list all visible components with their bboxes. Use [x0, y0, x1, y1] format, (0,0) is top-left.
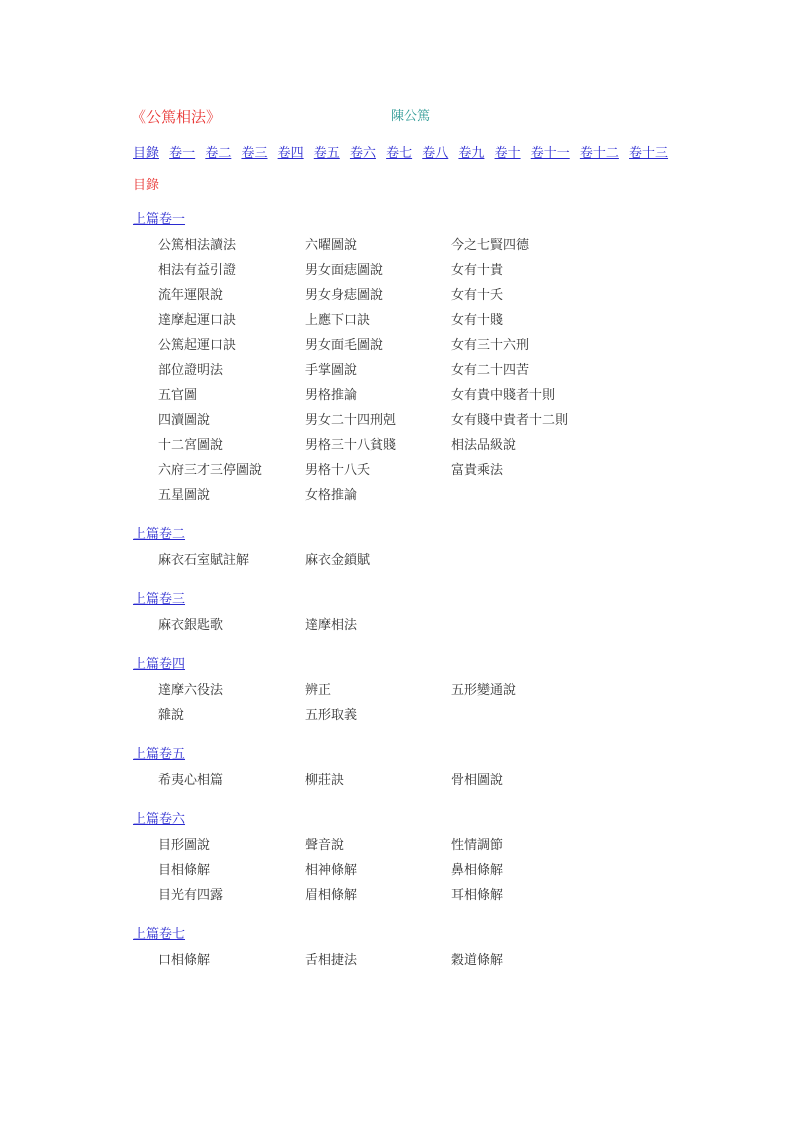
entry-item: 辨正: [305, 683, 332, 698]
entry-item: 流年運限說: [158, 288, 224, 303]
entry-item: 公篤相法讀法: [158, 238, 237, 253]
author-name: 陳公篤: [391, 109, 431, 124]
entry-row: [133, 433, 753, 458]
entry-item: 五形取義: [305, 708, 358, 723]
section-entries: [133, 768, 753, 793]
entry-item: 性情調節: [451, 838, 504, 853]
entry-item: 骨相圖說: [451, 773, 504, 788]
title-row: [133, 108, 753, 128]
entry-item: 目形圖說: [158, 838, 211, 853]
section-entries: [133, 678, 753, 728]
nav-link-vol-12[interactable]: 卷十二: [579, 146, 619, 161]
toc-section: [133, 812, 753, 908]
entry-item: 富貴乘法: [451, 463, 504, 478]
toc-heading: 目錄: [133, 178, 160, 193]
entry-item: 雜說: [158, 708, 185, 723]
entry-row: [133, 703, 753, 728]
section-entries: [133, 833, 753, 908]
entry-row: [133, 383, 753, 408]
entry-item: [451, 548, 597, 573]
entry-item: 手掌圖說: [305, 363, 358, 378]
toc-section: [133, 657, 753, 728]
section-entries: [133, 948, 753, 973]
entry-row: [133, 408, 753, 433]
entry-item: 女有三十六刑: [451, 338, 530, 353]
entry-item: 女有賤中貴者十二則: [451, 413, 569, 428]
entry-item: 麻衣金鎖賦: [305, 553, 371, 568]
entry-row: [133, 858, 753, 883]
entry-item: 目光有四露: [158, 888, 224, 903]
entry-item: 女格推論: [305, 488, 358, 503]
entry-item: 男女身痣圖說: [305, 288, 384, 303]
entry-row: [133, 258, 753, 283]
nav-link-vol-3[interactable]: 卷三: [241, 146, 268, 161]
entry-item: 男格推論: [305, 388, 358, 403]
nav-link-vol-4[interactable]: 卷四: [277, 146, 304, 161]
nav-link-vol-11[interactable]: 卷十一: [530, 146, 570, 161]
entry-item: 上應下口訣: [305, 313, 371, 328]
entry-item: 六府三才三停圖說: [158, 463, 263, 478]
entry-item: 五星圖說: [158, 488, 211, 503]
entry-item: 六曜圖說: [305, 238, 358, 253]
entry-item: 男女面痣圖說: [305, 263, 384, 278]
toc-section: [133, 747, 753, 793]
entry-row: [133, 458, 753, 483]
nav-link-vol-13[interactable]: 卷十三: [629, 146, 669, 161]
section-link-vol-4[interactable]: 上篇卷四: [133, 657, 186, 672]
entry-item: [451, 483, 597, 508]
nav-link-vol-6[interactable]: 卷六: [349, 146, 376, 161]
entry-item: 達摩起運口訣: [158, 313, 237, 328]
entry-row: [133, 358, 753, 383]
entry-item: 麻衣石室賦註解: [158, 553, 250, 568]
nav-link-vol-8[interactable]: 卷八: [422, 146, 449, 161]
entry-item: 希夷心相篇: [158, 773, 224, 788]
entry-item: 達摩相法: [305, 618, 358, 633]
toc-section: [133, 212, 753, 508]
entry-item: 相神條解: [305, 863, 358, 878]
entry-row: [133, 768, 753, 793]
entry-item: 麻衣銀匙歌: [158, 618, 224, 633]
nav-link-vol-5[interactable]: 卷五: [313, 146, 340, 161]
volume-nav: [133, 142, 753, 160]
toc-section: [133, 527, 753, 573]
nav-link-vol-9[interactable]: 卷九: [458, 146, 485, 161]
entry-item: 男格十八夭: [305, 463, 371, 478]
entry-item: 男女二十四刑剋: [305, 413, 397, 428]
entry-item: 五形變通說: [451, 683, 517, 698]
entry-item: 穀道條解: [451, 953, 504, 968]
nav-link-vol-2[interactable]: 卷二: [205, 146, 232, 161]
section-link-vol-6[interactable]: 上篇卷六: [133, 812, 186, 827]
section-link-vol-2[interactable]: 上篇卷二: [133, 527, 186, 542]
entry-item: 十二宮圖說: [158, 438, 224, 453]
entry-row: [133, 308, 753, 333]
entry-item: 相法品級說: [451, 438, 517, 453]
section-entries: [133, 548, 753, 573]
section-link-vol-5[interactable]: 上篇卷五: [133, 747, 186, 762]
entry-item: 女有貴中賤者十則: [451, 388, 556, 403]
entry-item: 柳莊訣: [305, 773, 345, 788]
entry-row: [133, 948, 753, 973]
entry-item: 部位證明法: [158, 363, 224, 378]
entry-item: 女有二十四苦: [451, 363, 530, 378]
entry-item: 四瀆圖說: [158, 413, 211, 428]
nav-link-vol-1[interactable]: 卷一: [169, 146, 196, 161]
section-entries: [133, 613, 753, 638]
toc-section: [133, 592, 753, 638]
entry-item: 相法有益引證: [158, 263, 237, 278]
entry-item: 鼻相條解: [451, 863, 504, 878]
entry-row: [133, 283, 753, 308]
entry-item: 男格三十八貧賤: [305, 438, 397, 453]
entry-row: [133, 333, 753, 358]
entry-item: 今之七賢四德: [451, 238, 530, 253]
section-entries: [133, 233, 753, 508]
entry-row: [133, 613, 753, 638]
section-link-vol-3[interactable]: 上篇卷三: [133, 592, 186, 607]
entry-item: 聲音說: [305, 838, 345, 853]
entry-row: [133, 678, 753, 703]
entry-item: 女有十貴: [451, 263, 504, 278]
entry-row: [133, 833, 753, 858]
entry-item: 達摩六役法: [158, 683, 224, 698]
toc-section: [133, 927, 753, 973]
entry-row: [133, 883, 753, 908]
entry-item: [451, 613, 597, 638]
entry-item: 女有十賤: [451, 313, 504, 328]
entry-row: [133, 548, 753, 573]
entry-row: [133, 483, 753, 508]
section-link-vol-1[interactable]: 上篇卷一: [133, 212, 186, 227]
entry-item: 口相條解: [158, 953, 211, 968]
document-page: [133, 108, 753, 973]
entry-item: 五官圖: [158, 388, 198, 403]
book-title: 《公篤相法》: [131, 108, 222, 126]
entry-item: 耳相條解: [451, 888, 504, 903]
entry-item: 舌相捷法: [305, 953, 358, 968]
nav-link-toc[interactable]: 目錄: [133, 146, 160, 161]
entry-item: 男女面毛圖說: [305, 338, 384, 353]
nav-link-vol-7[interactable]: 卷七: [386, 146, 413, 161]
entry-item: 女有十夭: [451, 288, 504, 303]
entry-item: [451, 703, 597, 728]
section-link-vol-7[interactable]: 上篇卷七: [133, 927, 186, 942]
entry-item: 公篤起運口訣: [158, 338, 237, 353]
entry-item: 眉相條解: [305, 888, 358, 903]
entry-row: [133, 233, 753, 258]
entry-item: 目相條解: [158, 863, 211, 878]
nav-link-vol-10[interactable]: 卷十: [494, 146, 521, 161]
